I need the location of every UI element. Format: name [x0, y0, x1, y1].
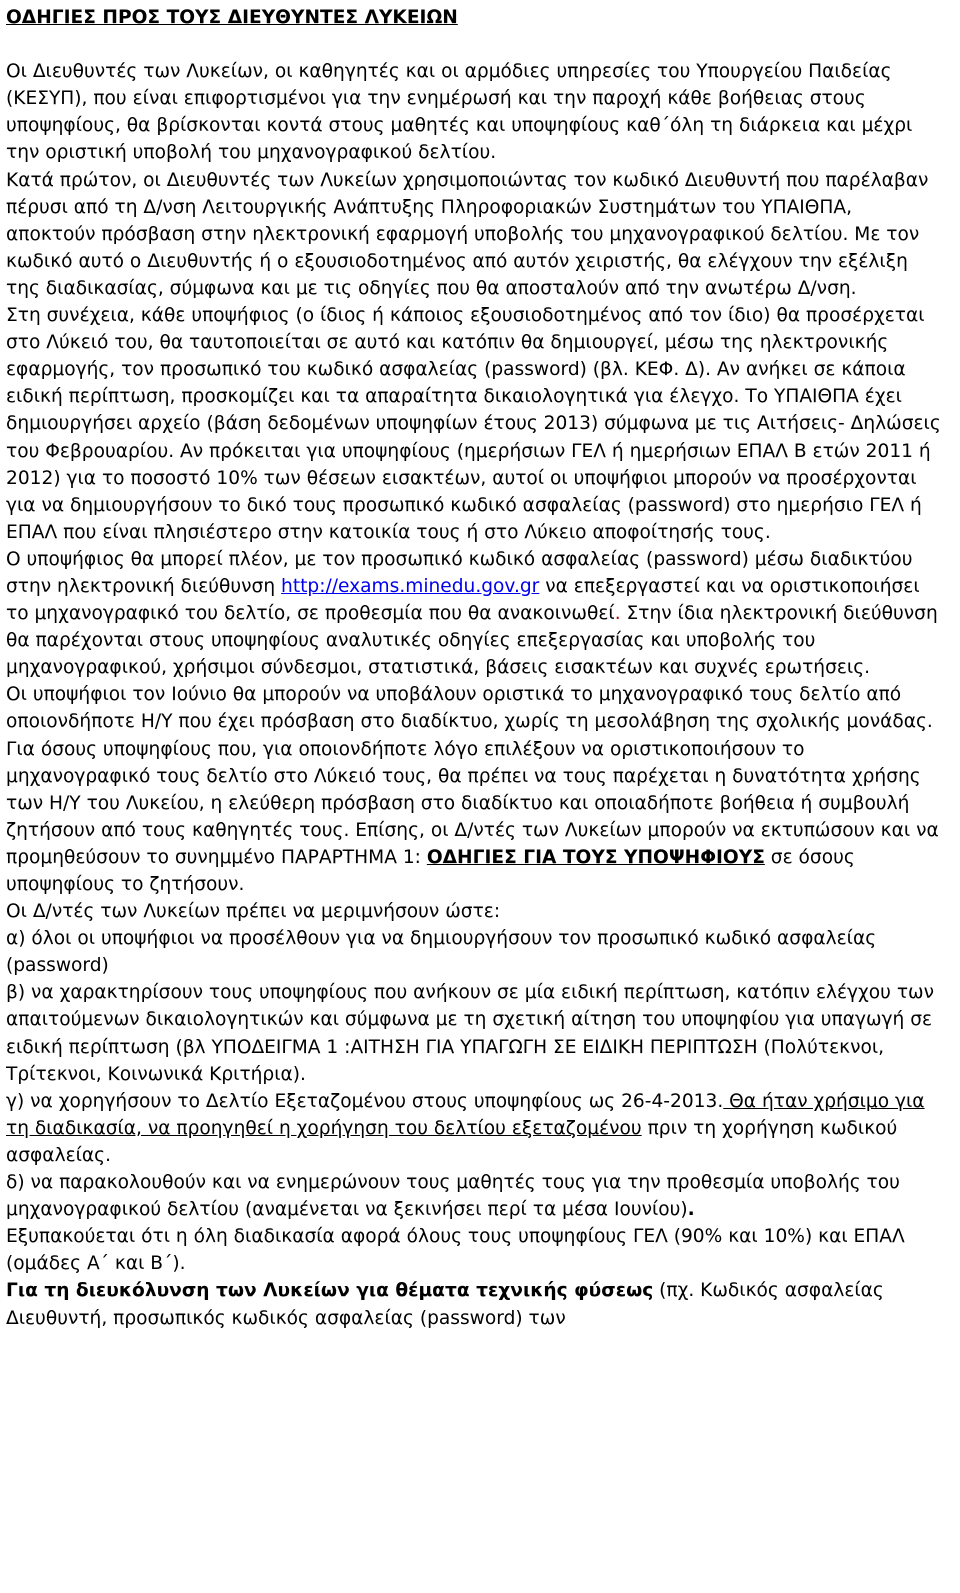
- list-item-d: [6, 1169, 942, 1223]
- paragraph-text: δ) να παρακολουθούν και να ενημερώνουν τους μαθητές τους για την προθεσμία υποβολής του μηχανογραφικού δελτίου (αναμένεται να ξεκινήσει περί τα μέσα Ιουνίου): [6, 1172, 900, 1221]
- paragraph-candidate-password: Στη συνέχεια, κάθε υποψήφιος (ο ίδιος ή κάποιος εξουσιοδοτημένος από τον ίδιο) θα προσέρχεται στο Λύκειό του, θα ταυτοποιείται σε αυτό και κατόπιν θα δημιουργεί, μέσω της ηλεκτρονικής εφαρμογής, τον προσωπικό του κωδικό ασφαλείας (password) (βλ. ΚΕΦ. Δ). Αν ανήκει σε κάποια ειδική περίπτωση, προσκομίζει και τα απαραίτητα δικαιολογητικά για έλεγχο. Το ΥΠΑΙΘΠΑ έχει δημιουργήσει αρχείο (βάση δεδομένων υποψηφίων έτους 2013) σύμφωνα με τις Αιτήσεις- Δηλώσεις του Φεβρουαρίου. Αν πρόκειται για υποψηφίους (ημερήσιων ΓΕΛ ή ημερήσιων ΕΠΑΛ Β ετών 2011 ή 2012) για το ποσοστό 10% των θέσεων εισακτέων, αυτοί οι υποψήφιοι μπορούν να προσέρχονται για να δημιουργήσουν το δικό τους προσωπικό κωδικό ασφαλείας (password) στο ημερήσιο ΓΕΛ ή ΕΠΑΛ που είναι πλησιέστερο στην κατοικία τους ή στο Λύκειο αποφοίτησής τους.: [6, 305, 941, 543]
- list-item-c: [6, 1088, 942, 1169]
- exams-minedu-link[interactable]: http://exams.minedu.gov.gr: [281, 575, 540, 597]
- paragraph-text: σε όσους υποψηφίους το ζητήσουν.: [6, 846, 855, 895]
- list-item-b: β) να χαρακτηρίσουν τους υποψηφίους που ανήκουν σε μία ειδική περίπτωση, κατόπιν ελέγχου των απαιτούμενων δικαιολογητικών και σύμφωνα με τη σχετική αίτηση του υποψηφίου για υπαγωγή σε ειδική περίπτωση (βλ ΥΠΟΔΕΙΓΜΑ 1 :ΑΙΤΗΣΗ ΓΙΑ ΥΠΑΓΩΓΗ ΣΕ ΕΙΔΙΚΗ ΠΕΡΙΠΤΩΣΗ (Πολύτεκνοι, Τρίτεκνοι, Κοινωνικά Κριτήρια).: [6, 982, 934, 1085]
- paragraph-text: Ο υποψήφιος θα μπορεί πλέον, με τον προσωπικό κωδικό ασφαλείας (password) μέσω διαδικτύου στην ηλεκτρονική διεύθυνση: [6, 548, 913, 597]
- bold-period: .: [687, 1199, 695, 1221]
- appendix-title: ΟΔΗΓΙΕΣ ΓΙΑ ΤΟΥΣ ΥΠΟΨΗΦΙΟΥΣ: [426, 846, 765, 868]
- list-item-a: α) όλοι οι υποψήφιοι να προσέλθουν για να δημιουργήσουν τον προσωπικό κωδικό ασφαλείας (password): [6, 928, 877, 977]
- paragraph-all-candidates: Εξυπακούεται ότι η όλη διαδικασία αφορά όλους τους υποψηφίους ΓΕΛ (90% και 10%) και ΕΠΑΛ (ομάδες Α΄ και Β΄).: [6, 1226, 905, 1275]
- paragraph-text: Οι υποψήφιοι τον Ιούνιο θα μπορούν να υποβάλουν οριστικά το μηχανογραφικό τους δελτίο από οποιονδήποτε Η/Υ που έχει πρόσβαση στο διαδίκτυο, χωρίς τη μεσολάβηση της σχολικής μονάδας. Για όσους υποψηφίους που, για οποιονδήποτε λόγο επιλέξουν να οριστικοποιήσουν το μηχανογραφικό τους δελτίο στο Λύκειό τους, θα πρέπει να τους παρέχεται η δυνατότητα χρήσης των Η/Υ του Λυκείου, η ελεύθερη πρόσβαση στο διαδίκτυο και οποιαδήποτε βοήθεια ή συμβουλή ζητήσουν από τους καθηγητές τους. Επίσης, οι Δ/ντές των Λυκείων μπορούν να εκτυπώσουν και να προμηθεύσουν το συνημμένο ΠΑΡΑΡΤΗΜΑ 1:: [6, 684, 939, 868]
- document-page: [6, 4, 942, 1332]
- paragraph-directors-duties: Οι Δ/ντές των Λυκείων πρέπει να μεριμνήσουν ώστε:: [6, 901, 501, 923]
- red-period: .: [614, 603, 621, 625]
- paragraph-text: (πχ. Κωδικός ασφαλείας Διευθυντή, προσωπικός κωδικός ασφαλείας (password) των: [6, 1280, 884, 1329]
- paragraph-text: πριν τη χορήγηση κωδικού ασφαλείας.: [6, 1117, 898, 1166]
- bold-heading-text: Για τη διευκόλυνση των Λυκείων για θέματα τεχνικής φύσεως: [6, 1280, 654, 1302]
- paragraph-june-submission: [6, 681, 942, 898]
- blank-line: [6, 31, 942, 58]
- paragraph-technical-support: [6, 1277, 942, 1331]
- paragraph-intro: Οι Διευθυντές των Λυκείων, οι καθηγητές και οι αρμόδιες υπηρεσίες του Υπουργείου Παιδείας (ΚΕΣΥΠ), που είναι επιφορτισμένοι για την ενημέρωσή και την παροχή κάθε βοήθειας στους υποψηφίους, θα βρίσκονται κοντά στους μαθητές και υποψηφίους καθ΄όλη τη διάρκεια και μέχρι την οριστική υποβολή του μηχανογραφικού δελτίου.: [6, 61, 913, 164]
- paragraph-director-code: Κατά πρώτον, οι Διευθυντές των Λυκείων χρησιμοποιώντας τον κωδικό Διευθυντή που παρέλαβαν πέρυσι από τη Δ/νση Λειτουργικής Ανάπτυξης Πληροφοριακών Συστημάτων του ΥΠΑΙΘΠΑ, αποκτούν πρόσβαση στην ηλεκτρονική εφαρμογή υποβολής του μηχανογραφικού δελτίου. Με τον κωδικό αυτό ο Διευθυντής ή ο εξουσιοδοτημένος από αυτόν χειριστής, θα ελέγχουν την εξέλιξη της διαδικασίας, σύμφωνα και με τις οδηγίες που θα αποσταλούν από την ανωτέρω Δ/νση.: [6, 169, 929, 299]
- paragraph-text: να επεξεργαστεί και να οριστικοποιήσει το μηχανογραφικό του δελτίο, σε προθεσμία που θα ανακοινωθεί: [6, 575, 920, 625]
- document-title: ΟΔΗΓΙΕΣ ΠΡΟΣ ΤΟΥΣ ΔΙΕΥΘΥΝΤΕΣ ΛΥΚΕΙΩΝ: [6, 7, 458, 28]
- paragraph-text: γ) να χορηγήσουν το Δελτίο Εξεταζομένου στους υποψηφίους ως 26-4-2013.: [6, 1090, 724, 1112]
- paragraph-text: Στην ίδια ηλεκτρονική διεύθυνση θα παρέχονται στους υποψηφίους αναλυτικές οδηγίες επεξεργασίας και υποβολής του μηχανογραφικού, χρήσιμοι σύνδεσμοι, στατιστικά, βάσεις εισακτέων και συχνές ερωτήσεις.: [6, 603, 938, 679]
- underlined-note: Θα ήταν χρήσιμο για τη διαδικασία, να προηγηθεί η χορήγηση του δελτίου εξεταζομένου: [6, 1090, 925, 1139]
- paragraph-online-submission: [6, 546, 942, 681]
